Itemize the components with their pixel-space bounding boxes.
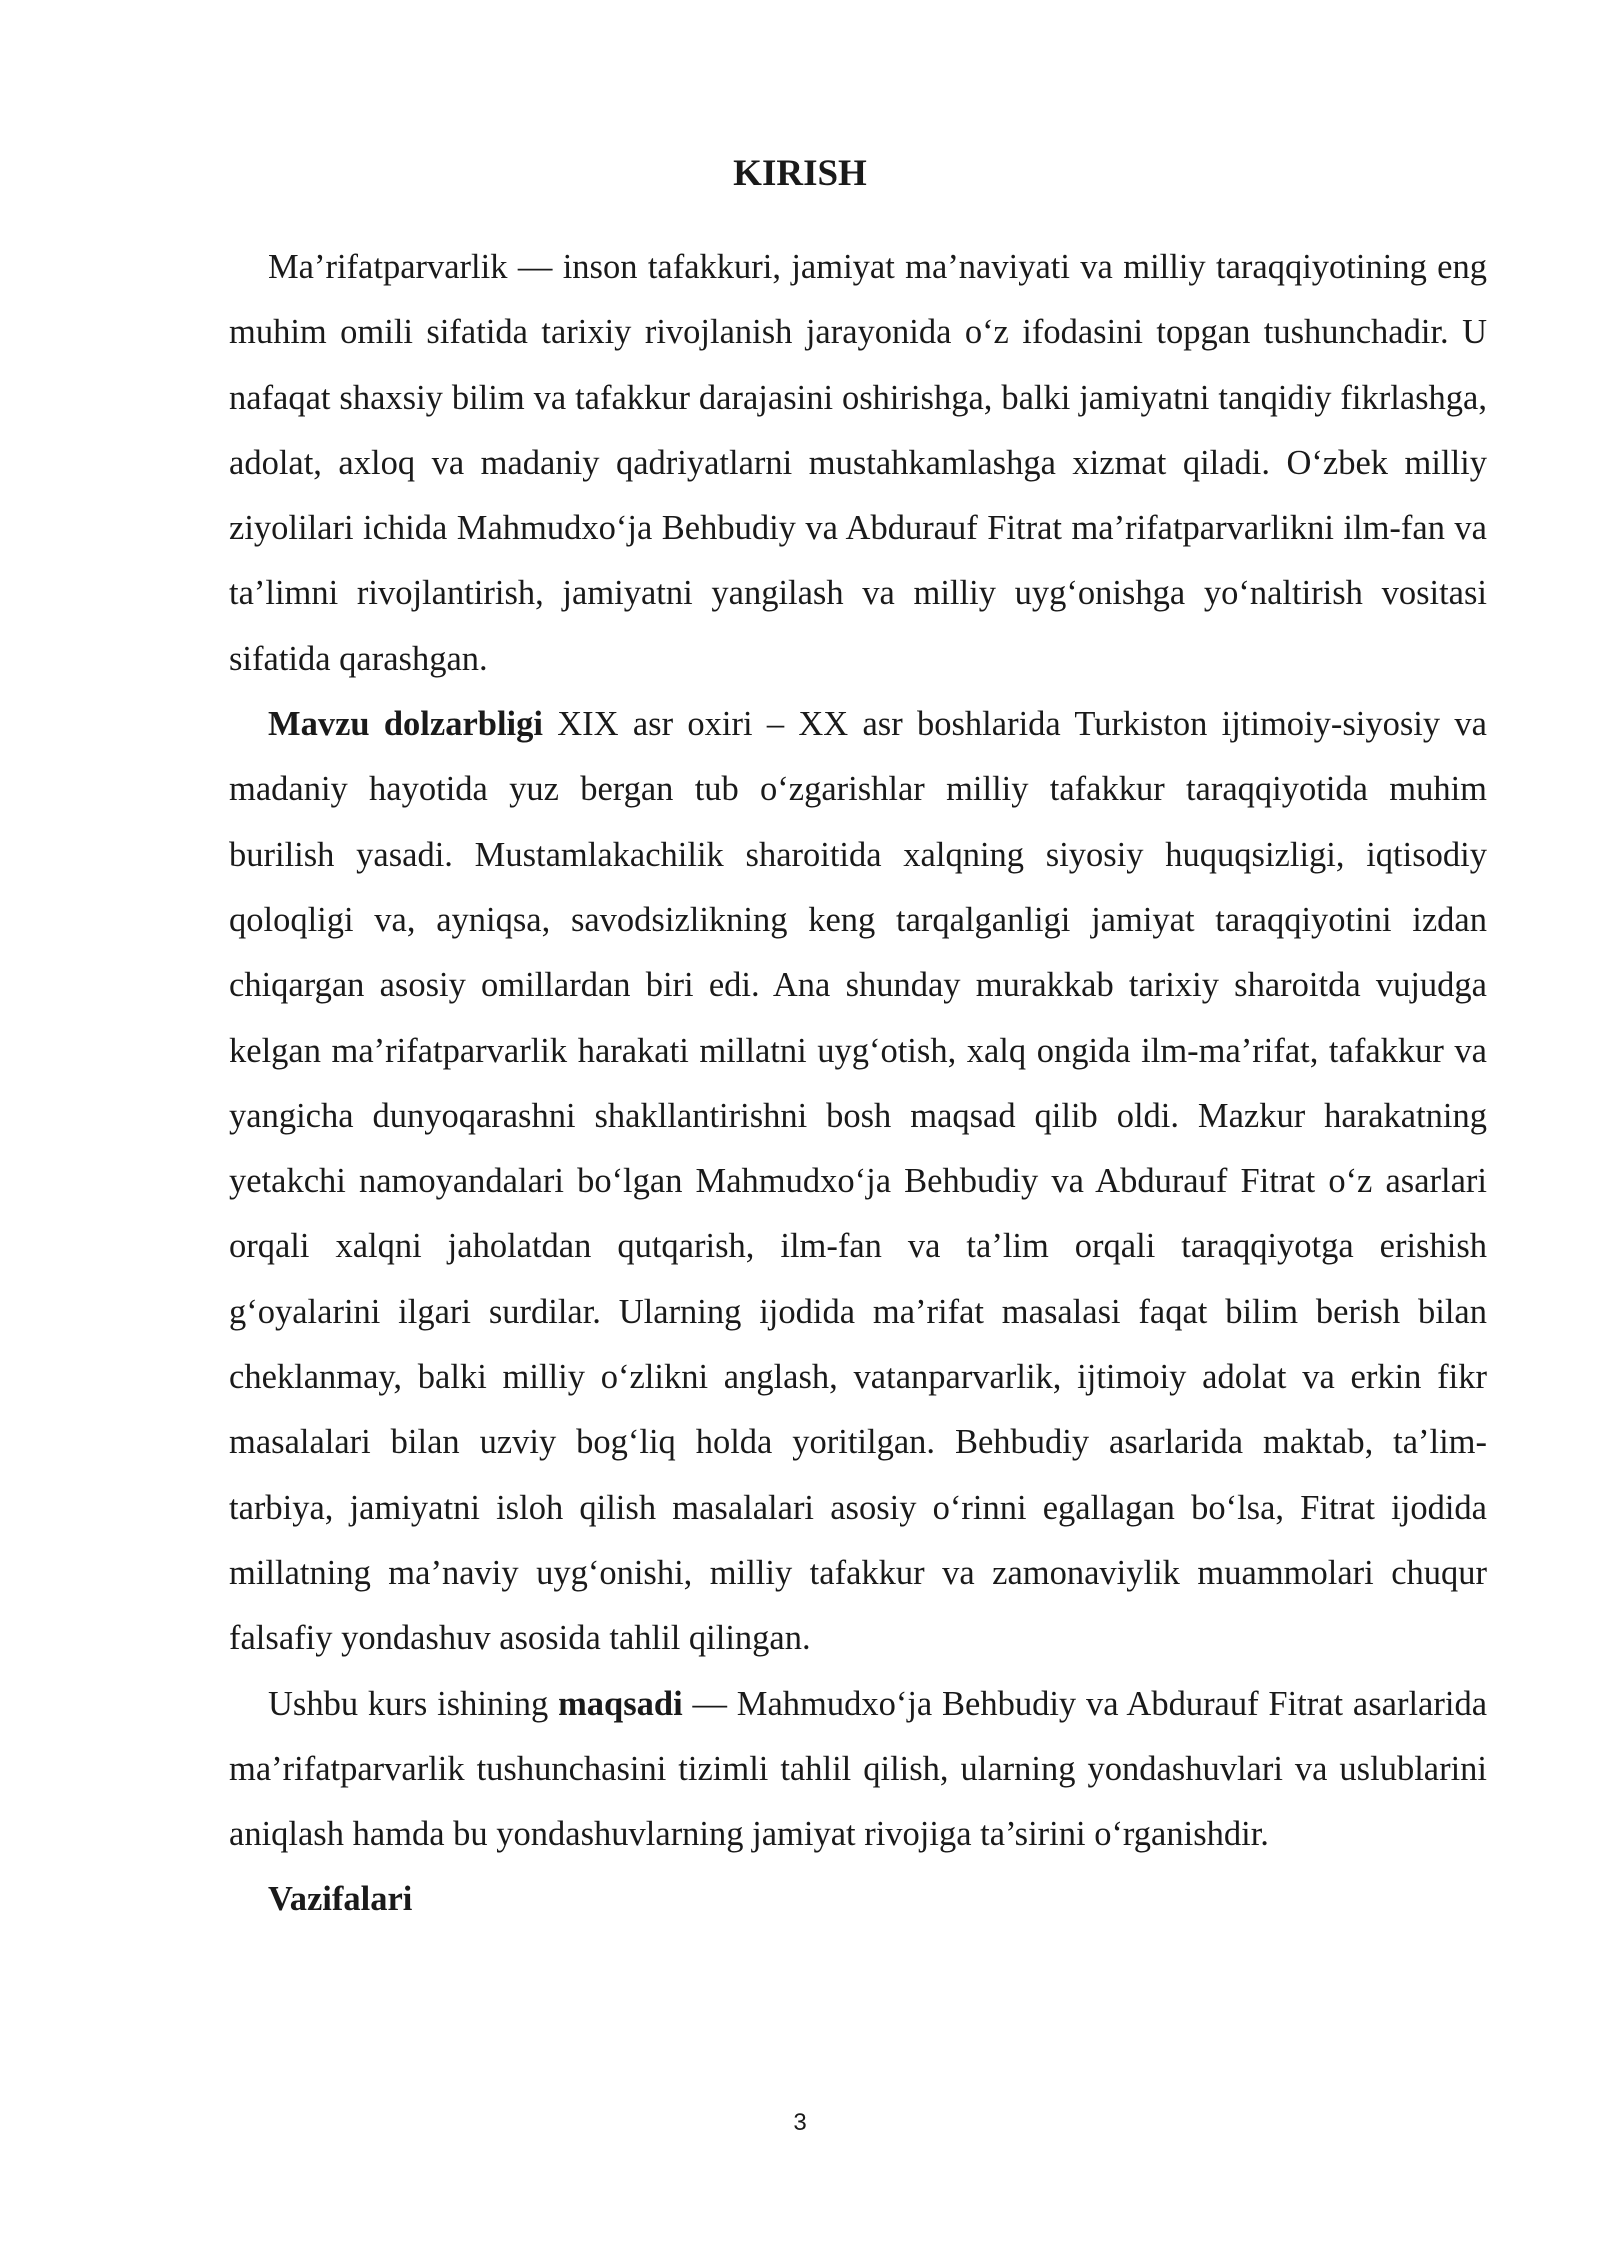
body-text [229, 235, 1487, 1933]
paragraph-intro: Ma’rifatparvarlik — inson tafakkuri, jamiyat ma’naviyati va milliy taraqqiyotining eng muhim omili sifatida tarixiy rivojlanish jarayonida o‘z ifodasini topgan tushunchadir. U nafaqat shaxsiy bilim va tafakkur darajasini oshirishga, balki jamiyatni tanqidiy fikrlashga, adolat, axloq va madaniy qadriyatlarni mustahkamlashga xizmat qiladi. O‘zbek milliy ziyolilari ichida Mahmudxo‘ja Behbudiy va Abdurauf Fitrat ma’rifatparvarlikni ilm-fan va ta’limni rivojlantirish, jamiyatni yangilash va milliy uyg‘onishga yo‘naltirish vositasi sifatida qarashgan. [229, 248, 1487, 678]
paragraph-relevance [229, 692, 1487, 1671]
relevance-text: XIX asr oxiri – XX asr boshlarida Turkiston ijtimoiy-siyosiy va madaniy hayotida yuz bergan tub o‘zgarishlar milliy tafakkur taraqqiyotida muhim burilish yasadi. Mustamlakachilik sharoitida xalqning siyosiy huquqsizligi, iqtisodiy qoloqligi va, ayniqsa, savodsizlikning keng tarqalganligi jamiyat taraqqiyotini izdan chiqargan asosiy omillardan biri edi. Ana shunday murakkab tarixiy sharoitda vujudga kelgan ma’rifatparvarlik harakati millatni uyg‘otish, xalq ongida ilm-ma’rifat, tafakkur va yangicha dunyoqarashni shakllantirishni bosh maqsad qilib oldi. Mazkur harakatning yetakchi namoyandalari bo‘lgan Mahmudxo‘ja Behbudiy va Abdurauf Fitrat o‘z asarlari orqali xalqni jaholatdan qutqarish, ilm-fan va ta’lim orqali taraqqiyotga erishish g‘oyalarini ilgari surdilar. Ularning ijodida ma’rifat masalasi faqat bilim berish bilan cheklanmay, balki milliy o‘zlikni anglash, vatanparvarlik, ijtimoiy adolat va erkin fikr masalalari bilan uzviy bog‘liq holda yoritilgan. Behbudiy asarlarida maktab, ta’lim-tarbiya, jamiyatni isloh qilish masalalari asosiy o‘rinni egallagan bo‘lsa, Fitrat ijodida millatning ma’naviy uyg‘onishi, milliy tafakkur va zamonaviylik muammolari chuqur falsafiy yondashuv asosida tahlil qilingan. [229, 705, 1487, 1658]
goal-term: maqsadi [558, 1684, 683, 1723]
page-number: 3 [793, 2109, 807, 2136]
relevance-term: Mavzu dolzarbligi [268, 705, 543, 744]
paragraph-goal [229, 1672, 1487, 1868]
page-heading: KIRISH [733, 153, 867, 194]
section-label-tasks: Vazifalari [268, 1880, 413, 1919]
goal-lead-text: Ushbu kurs ishining [268, 1684, 559, 1723]
goal-text: — Mahmudxo‘ja Behbudiy va Abdurauf Fitrat asarlarida ma’rifatparvarlik tushunchasini tizimli tahlil qilish, ularning yondashuvlari va uslublarini aniqlash hamda bu yondashuvlarning jamiyat rivojiga ta’sirini o‘rganishdir. [229, 1684, 1488, 1854]
